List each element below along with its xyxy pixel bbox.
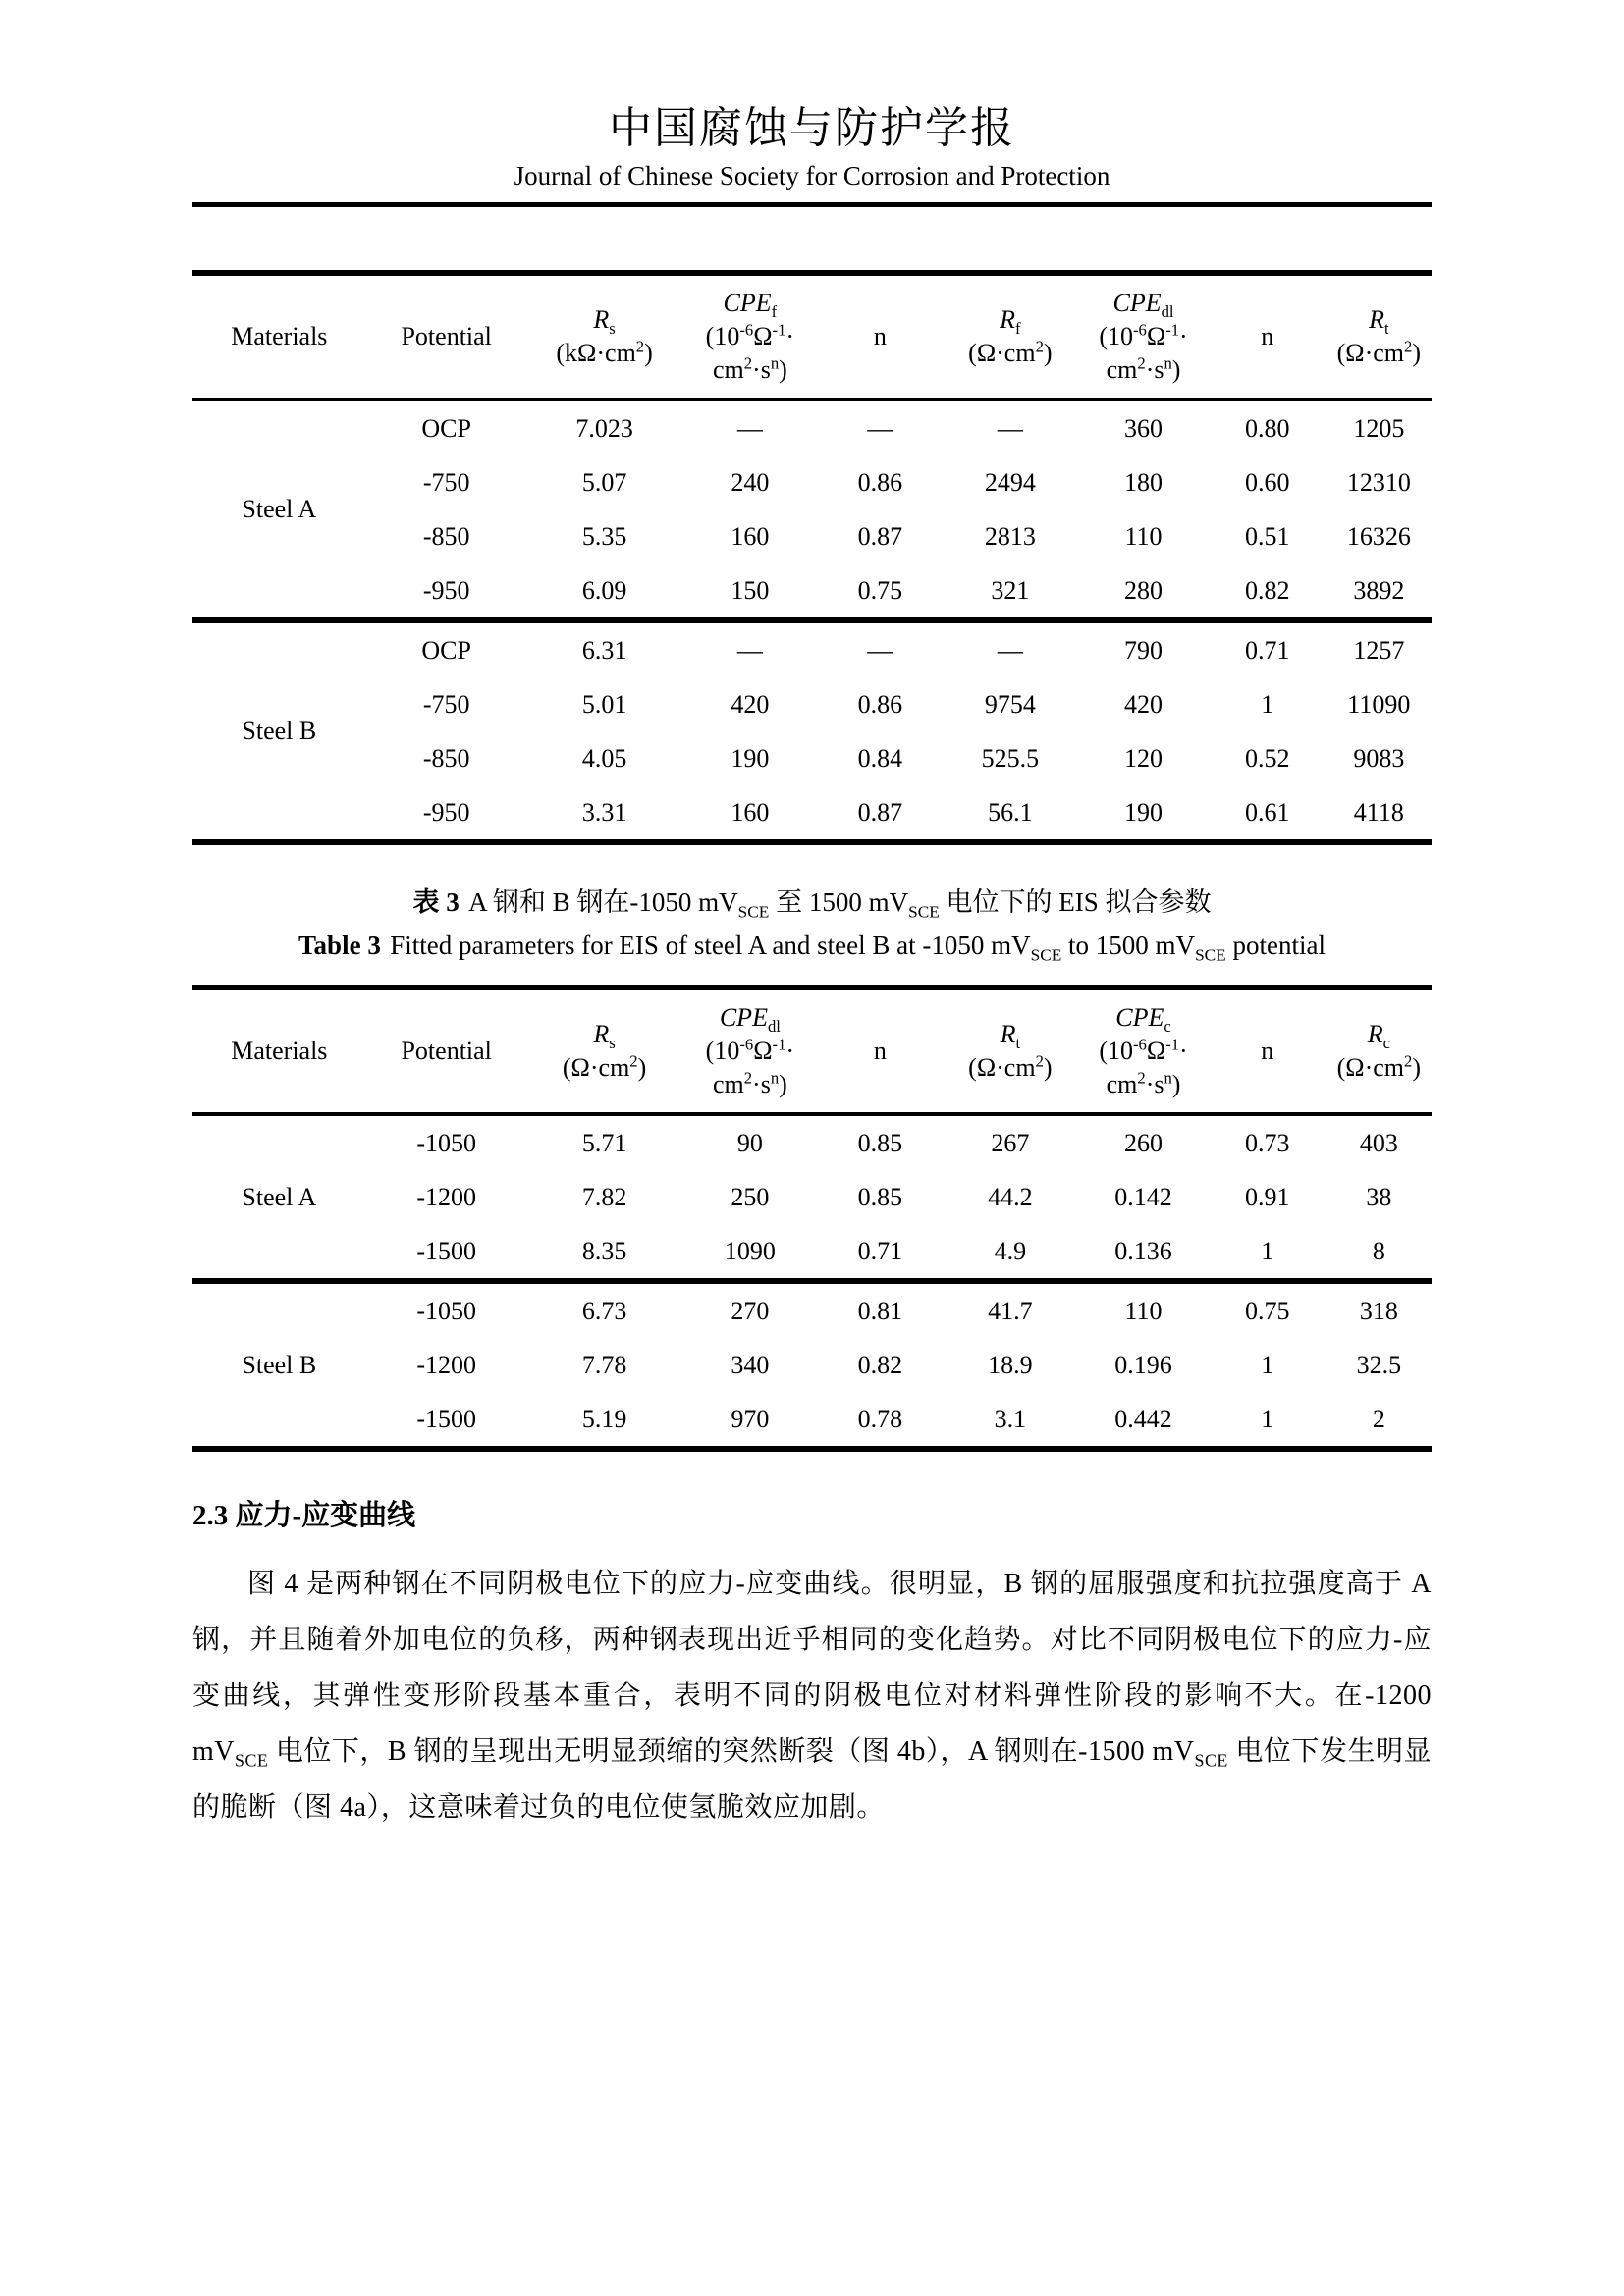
value-cell: 12310 — [1346, 467, 1411, 497]
column-header: $R_f$ $(\Omega\cdot cm^2)$ — [942, 273, 1078, 400]
value-cell: 0.86 — [857, 467, 903, 497]
value-cell: 0.71 — [857, 1236, 903, 1265]
value-cell: -1200 — [416, 1182, 477, 1211]
value-cell: 32.5 — [1356, 1350, 1402, 1379]
value-cell: — — [997, 413, 1023, 443]
eis-table-ocp — [192, 270, 1432, 845]
header-row — [192, 273, 1432, 400]
value-cell: 0.75 — [1209, 1281, 1326, 1338]
value-cell: 18.9 — [988, 1350, 1033, 1379]
table-row — [192, 677, 1432, 731]
value-cell: 5.19 — [581, 1404, 627, 1433]
value-cell: 190 — [1124, 797, 1164, 827]
value-cell: 5.01 — [581, 689, 627, 719]
table-row — [192, 509, 1432, 563]
value-cell: 270 — [681, 1281, 818, 1338]
value-cell: 0.78 — [857, 1404, 903, 1433]
value-cell: 110 — [1078, 1281, 1209, 1338]
value-cell: 5.07 — [581, 467, 627, 497]
table-row — [192, 785, 1432, 842]
value-cell: 0.75 — [857, 575, 903, 605]
material-cell: Steel B — [192, 1281, 366, 1449]
column-header: $R_c$ $(\Omega\cdot cm^2)$ — [1326, 988, 1432, 1114]
value-cell: 318 — [1326, 1281, 1432, 1338]
value-cell: -950 — [422, 797, 470, 827]
value-cell: 160 — [731, 797, 770, 827]
table-row — [192, 1338, 1432, 1392]
value-cell: 44.2 — [988, 1182, 1033, 1211]
value-cell: 0.71 — [1209, 620, 1326, 677]
value-cell: 525.5 — [981, 743, 1040, 773]
value-cell: 420 — [731, 689, 770, 719]
column-header: $CPE_{dl}$ ($10^{-6}\Omega^{-1}\cdot$ $cm^2\cdot s^n$) — [1078, 273, 1209, 400]
value-cell: 9754 — [984, 689, 1036, 719]
table-row — [192, 620, 1432, 677]
value-cell: 0.82 — [857, 1350, 903, 1379]
value-cell: 6.09 — [581, 575, 627, 605]
value-cell: 7.78 — [581, 1350, 627, 1379]
value-cell: 321 — [991, 575, 1030, 605]
value-cell: 340 — [731, 1350, 770, 1379]
table-row — [192, 1224, 1432, 1281]
page-content — [192, 0, 1432, 1836]
column-header: n — [1209, 988, 1326, 1114]
value-cell: 2813 — [984, 521, 1036, 551]
column-header: n — [1209, 273, 1326, 400]
column-header: $R_t$ $(\Omega\cdot cm^2)$ — [942, 988, 1078, 1114]
value-cell: 90 — [736, 1128, 763, 1157]
table3-caption — [192, 884, 1432, 963]
eis-table-ocp-table — [192, 270, 1432, 845]
value-cell: 190 — [731, 743, 770, 773]
column-header: $R_t$ $(\Omega\cdot cm^2)$ — [1326, 273, 1432, 400]
column-header: $R_s$ $(k\Omega\cdot cm^2)$ — [527, 273, 682, 400]
column-header: $CPE_c$ ($10^{-6}\Omega^{-1}\cdot$ $cm^2\cdot s^n$) — [1078, 988, 1209, 1114]
value-cell: 0.136 — [1114, 1236, 1172, 1265]
table3-caption-en — [192, 928, 1432, 963]
value-cell: 360 — [1124, 413, 1164, 443]
column-header: n — [818, 273, 942, 400]
value-cell: 0.82 — [1244, 575, 1290, 605]
value-cell: -1500 — [416, 1404, 477, 1433]
material-cell: Steel A — [242, 495, 317, 524]
value-cell: 38 — [1366, 1182, 1392, 1211]
table-row — [192, 1392, 1432, 1449]
value-cell: OCP — [366, 620, 527, 677]
value-cell: 0.60 — [1244, 467, 1290, 497]
value-cell: 3892 — [1353, 575, 1405, 605]
journal-header — [192, 0, 1432, 207]
section-heading: 2.3 应力-应变曲线 — [192, 1500, 416, 1531]
table3-caption-en-text: Fitted parameters for EIS of steel A and steel B at -1050 $mV_{SCE}$ to 1500 $mV_{SCE}$ potential — [390, 931, 1326, 965]
value-cell: 4118 — [1353, 797, 1404, 827]
table-row — [192, 1281, 1432, 1338]
material-cell: Steel A — [242, 1182, 317, 1211]
value-cell: 1 — [1261, 689, 1274, 719]
value-cell: -950 — [422, 575, 470, 605]
value-cell: 160 — [731, 521, 770, 551]
value-cell: 0.91 — [1244, 1182, 1290, 1211]
value-cell: 110 — [1124, 521, 1163, 551]
eis-table-cathodic — [192, 985, 1432, 1452]
value-cell: 1 — [1261, 1350, 1274, 1379]
value-cell: 7.023 — [575, 413, 633, 443]
value-cell: 4.9 — [994, 1236, 1027, 1265]
value-cell: 0.52 — [1244, 743, 1290, 773]
value-cell: 3.31 — [581, 797, 627, 827]
column-header: Potential — [366, 273, 527, 400]
header-row — [192, 988, 1432, 1114]
value-cell: 420 — [1124, 689, 1164, 719]
value-cell: -1050 — [416, 1128, 477, 1157]
value-cell: 1 — [1261, 1404, 1274, 1433]
table3-caption-zh — [192, 884, 1432, 920]
value-cell: 250 — [731, 1182, 770, 1211]
table-row — [192, 400, 1432, 455]
value-cell: 0.85 — [857, 1128, 903, 1157]
value-cell: -750 — [422, 689, 470, 719]
value-cell: 0.81 — [818, 1281, 942, 1338]
value-cell: 1090 — [724, 1236, 776, 1265]
journal-title-en: Journal of Chinese Society for Corrosion and Protection — [514, 161, 1110, 190]
column-header: Materials — [192, 273, 366, 400]
column-header: $CPE_f$ ($10^{-6}\Omega^{-1}\cdot$ $cm^2\cdot s^n$) — [681, 273, 818, 400]
value-cell: — — [681, 620, 818, 677]
value-cell: 56.1 — [988, 797, 1033, 827]
table-row — [192, 1114, 1432, 1170]
value-cell: 2494 — [984, 467, 1036, 497]
table3-caption-en-label: Table 3 — [298, 931, 381, 960]
value-cell: OCP — [421, 413, 471, 443]
value-cell: — — [818, 620, 942, 677]
value-cell: 16326 — [1346, 521, 1411, 551]
value-cell: 150 — [731, 575, 770, 605]
value-cell: 1 — [1261, 1236, 1274, 1265]
eis-table-cathodic-table — [192, 985, 1432, 1452]
value-cell: 0.196 — [1114, 1350, 1172, 1379]
value-cell: 180 — [1124, 467, 1164, 497]
table-row — [192, 455, 1432, 509]
value-cell: 7.82 — [581, 1182, 627, 1211]
header-rule — [192, 202, 1432, 207]
value-cell: -750 — [422, 467, 470, 497]
column-header: n — [818, 988, 942, 1114]
value-cell: -1050 — [366, 1281, 527, 1338]
value-cell: 0.142 — [1114, 1182, 1172, 1211]
column-header: $R_s$ $(\Omega\cdot cm^2)$ — [527, 988, 682, 1114]
value-cell: 3.1 — [994, 1404, 1027, 1433]
value-cell: 260 — [1124, 1128, 1164, 1157]
table3-caption-zh-text: A 钢和 B 钢在-1050 $mV_{SCE}$ 至 1500 $mV_{SCE}$ 电位下的 EIS 拟合参数 — [468, 887, 1212, 922]
value-cell: 267 — [991, 1128, 1030, 1157]
column-header: Materials — [192, 988, 366, 1114]
journal-title-zh: 中国腐蚀与防护学报 — [609, 104, 1015, 152]
value-cell: 0.73 — [1244, 1128, 1290, 1157]
value-cell: 8.35 — [581, 1236, 627, 1265]
value-cell: 2 — [1372, 1404, 1385, 1433]
value-cell: 4.05 — [581, 743, 627, 773]
column-header: Potential — [366, 988, 527, 1114]
value-cell: 0.87 — [857, 797, 903, 827]
value-cell: 6.73 — [527, 1281, 682, 1338]
value-cell: 0.80 — [1244, 413, 1290, 443]
column-header: $CPE_{dl}$ ($10^{-6}\Omega^{-1}\cdot$ $cm^2\cdot s^n$) — [681, 988, 818, 1114]
value-cell: 1257 — [1326, 620, 1432, 677]
value-cell: 970 — [731, 1404, 770, 1433]
value-cell: 280 — [1124, 575, 1164, 605]
value-cell: — — [736, 413, 763, 443]
value-cell: 6.31 — [527, 620, 682, 677]
value-cell: 0.86 — [857, 689, 903, 719]
body-paragraph: 图 4 是两种钢在不同阴极电位下的应力-应变曲线。很明显，B 钢的屈服强度和抗拉强度高于 A 钢，并且随着外加电位的负移，两种钢表现出近乎相同的变化趋势。对比不同阴极电位下的应力-应变曲线，其弹性变形阶段基本重合，表明不同的阴极电位对材料弹性阶段的影响不大。在-1200 $mV_{SCE}$ 电位下，B 钢的呈现出无明显颈缩的突然断裂（图 4b），A 钢则在-1500 $mV_{SCE}$ 电位下发生明显的脆断（图 4a），这意味着过负的电位使氢脆效应加剧。 — [192, 1569, 1432, 1823]
value-cell: 5.35 — [581, 521, 627, 551]
value-cell: 5.71 — [581, 1128, 627, 1157]
table3-caption-zh-label: 表 3 — [412, 887, 460, 917]
material-cell: Steel B — [192, 620, 366, 842]
table-row — [192, 563, 1432, 620]
value-cell: 0.51 — [1244, 521, 1290, 551]
value-cell: -850 — [422, 743, 470, 773]
value-cell: 11090 — [1347, 689, 1411, 719]
value-cell: 0.85 — [857, 1182, 903, 1211]
table-row — [192, 731, 1432, 785]
value-cell: 403 — [1359, 1128, 1398, 1157]
value-cell: 41.7 — [942, 1281, 1078, 1338]
value-cell: — — [942, 620, 1078, 677]
value-cell: -1200 — [416, 1350, 477, 1379]
value-cell: 0.61 — [1244, 797, 1290, 827]
value-cell: 0.84 — [857, 743, 903, 773]
value-cell: 240 — [731, 467, 770, 497]
table-row — [192, 1170, 1432, 1224]
value-cell: 790 — [1078, 620, 1209, 677]
value-cell: 9083 — [1353, 743, 1405, 773]
value-cell: 1205 — [1353, 413, 1405, 443]
value-cell: 120 — [1124, 743, 1164, 773]
value-cell: -1500 — [416, 1236, 477, 1265]
value-cell: — — [867, 413, 893, 443]
value-cell: 0.442 — [1114, 1404, 1172, 1433]
value-cell: 8 — [1372, 1236, 1385, 1265]
value-cell: -850 — [422, 521, 470, 551]
value-cell: 0.87 — [857, 521, 903, 551]
